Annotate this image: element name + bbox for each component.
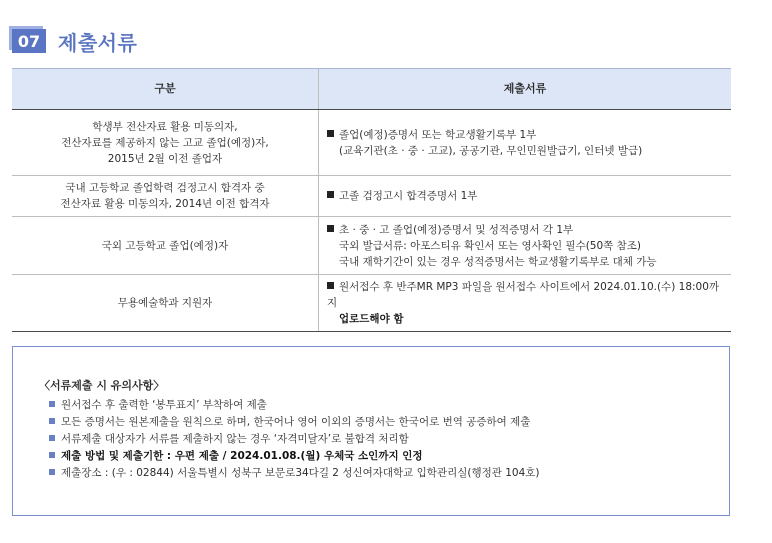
section-title: 제출서류 bbox=[58, 30, 138, 55]
category-line: 무용예술학과 지원자 bbox=[117, 297, 213, 309]
category-cell bbox=[12, 217, 319, 275]
header-category: 구분 bbox=[12, 69, 319, 110]
documents-cell bbox=[319, 275, 732, 332]
section-number: 07 bbox=[12, 29, 46, 53]
notice-text: 서류제출 대상자가 서류를 제출하지 않는 경우 ‘자격미달자’로 불합격 처리함 bbox=[61, 433, 409, 445]
square-bullet-icon bbox=[49, 469, 55, 475]
notice-box bbox=[12, 346, 730, 516]
square-bullet-icon bbox=[49, 435, 55, 441]
bullet-icon bbox=[327, 130, 334, 137]
list-item bbox=[49, 448, 540, 465]
doc-line: 국외 발급서류: 아포스티유 확인서 또는 영사확인 필수(50쪽 참조) bbox=[339, 239, 642, 252]
doc-line: 국내 재학기간이 있는 경우 성적증명서는 학교생활기록부로 대체 가능 bbox=[339, 255, 657, 268]
square-bullet-icon bbox=[49, 401, 55, 407]
list-item bbox=[49, 465, 540, 482]
table-row bbox=[12, 176, 731, 217]
documents-cell bbox=[319, 217, 732, 275]
notice-text: 원서접수 후 출력한 ‘봉투표지’ 부착하여 제출 bbox=[61, 399, 267, 411]
category-cell bbox=[12, 176, 319, 217]
doc-line bbox=[327, 188, 723, 204]
category-line: 국내 고등학교 졸업학력 검정고시 합격자 중 bbox=[65, 182, 265, 194]
category-cell bbox=[12, 110, 319, 176]
square-bullet-icon bbox=[49, 418, 55, 424]
notice-title: 〈서류제출 시 유의사항〉 bbox=[39, 379, 165, 392]
header-documents: 제출서류 bbox=[319, 69, 732, 110]
doc-text: 고졸 검정고시 합격증명서 1부 bbox=[339, 190, 478, 202]
list-item bbox=[49, 397, 540, 414]
table-row bbox=[12, 275, 731, 332]
table-row bbox=[12, 110, 731, 176]
bullet-icon bbox=[327, 225, 334, 232]
doc-line: 업로드해야 함 bbox=[339, 313, 404, 325]
documents-cell bbox=[319, 110, 732, 176]
category-line: 국외 고등학교 졸업(예정)자 bbox=[101, 239, 229, 252]
section-header bbox=[12, 26, 137, 56]
doc-line bbox=[327, 222, 723, 238]
square-bullet-icon bbox=[49, 452, 55, 458]
notice-list bbox=[49, 397, 540, 482]
doc-line bbox=[327, 127, 723, 143]
notice-text: 제출장소 : (우 : 02844) 서울특별시 성북구 보문로34다길 2 성신여자대학교 입학관리실(행정관 104호) bbox=[61, 467, 540, 479]
bullet-icon bbox=[327, 191, 334, 198]
doc-text: 초 · 중 · 고 졸업(예정)증명서 및 성적증명서 각 1부 bbox=[339, 223, 574, 236]
category-line: 학생부 전산자료 활용 미동의자, bbox=[92, 120, 238, 133]
table-row bbox=[12, 217, 731, 275]
documents-cell bbox=[319, 176, 732, 217]
doc-line: (교육기관(초 · 중 · 고교), 공공기관, 무인민원발급기, 인터넷 발급) bbox=[339, 144, 643, 157]
category-line: 2015년 2월 이전 졸업자 bbox=[107, 152, 223, 165]
notice-text: 모든 증명서는 원본제출을 원칙으로 하며, 한국어나 영어 이외의 증명서는 한국어로 번역 공증하여 제출 bbox=[61, 416, 531, 428]
category-line: 전산자료를 제공하지 않는 고교 졸업(예정)자, bbox=[61, 136, 269, 149]
bullet-icon bbox=[327, 282, 334, 289]
doc-line bbox=[327, 279, 723, 311]
category-line: 전산자료 활용 미동의자, 2014년 이전 합격자 bbox=[60, 198, 270, 210]
notice-text: 제출 방법 및 제출기한 : 우편 제출 / 2024.01.08.(월) 우체국 소인까지 인정 bbox=[61, 450, 423, 462]
list-item bbox=[49, 414, 540, 431]
list-item bbox=[49, 431, 540, 448]
documents-table bbox=[12, 68, 731, 332]
table-header-row bbox=[12, 69, 731, 110]
category-cell bbox=[12, 275, 319, 332]
doc-text: 원서접수 후 반주MR MP3 파일을 원서접수 사이트에서 2024.01.10.(수) 18:00까지 bbox=[327, 281, 720, 309]
doc-text: 졸업(예정)증명서 또는 학교생활기록부 1부 bbox=[339, 128, 537, 141]
